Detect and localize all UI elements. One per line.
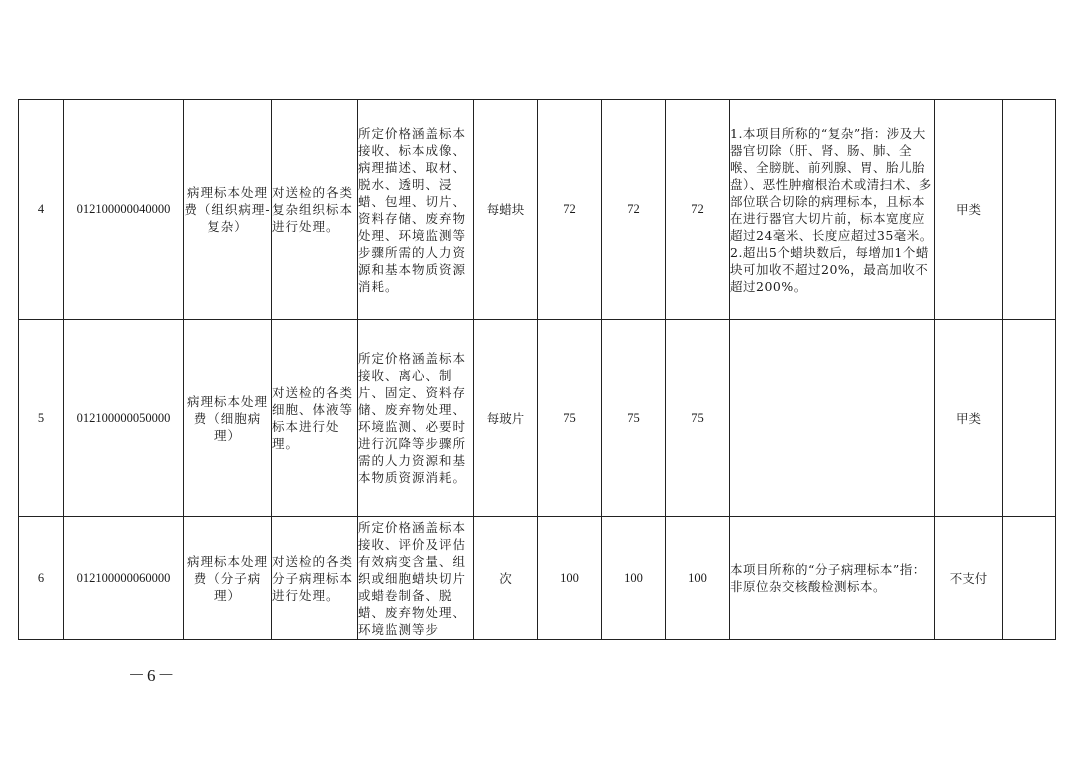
- price-level-2: 100: [602, 517, 666, 640]
- price-level-2: 75: [602, 320, 666, 517]
- price-level-3: 72: [666, 100, 730, 320]
- empty-cell: [1003, 517, 1056, 640]
- price-table: [18, 99, 1056, 640]
- insurance-category: 不支付: [935, 517, 1003, 640]
- price-level-1: 100: [538, 517, 602, 640]
- price-level-1: 72: [538, 100, 602, 320]
- table-row: [19, 320, 1056, 517]
- item-description: 对送检的各类分子病理标本进行处理。: [272, 517, 358, 640]
- item-content: 所定价格涵盖标本接收、离心、制片、固定、资料存储、废弃物处理、环境监测、必要时进行沉降等步骤所需的人力资源和基本物质资源消耗。: [358, 320, 474, 517]
- row-index: 5: [19, 320, 64, 517]
- pricing-unit: 每玻片: [474, 320, 538, 517]
- table-row: [19, 517, 1056, 640]
- page-number: －6－: [128, 666, 177, 685]
- item-name: 病理标本处理费（分子病理）: [184, 517, 272, 640]
- pricing-unit: 每蜡块: [474, 100, 538, 320]
- price-level-1: 75: [538, 320, 602, 517]
- empty-cell: [1003, 320, 1056, 517]
- item-content: 所定价格涵盖标本接收、评价及评估有效病变含量、组织或细胞蜡块切片或蜡卷制备、脱蜡、废弃物处理、环境监测等步: [358, 517, 474, 640]
- insurance-category: 甲类: [935, 320, 1003, 517]
- item-code: 012100000050000: [64, 320, 184, 517]
- price-level-3: 100: [666, 517, 730, 640]
- pricing-unit: 次: [474, 517, 538, 640]
- empty-cell: [1003, 100, 1056, 320]
- item-note: [730, 320, 935, 517]
- item-description: 对送检的各类细胞、体液等标本进行处理。: [272, 320, 358, 517]
- item-note: 本项目所称的“分子病理标本”指：非原位杂交核酸检测标本。: [730, 517, 935, 640]
- row-index: 4: [19, 100, 64, 320]
- item-note: [730, 100, 935, 320]
- item-name: 病理标本处理费（组织病理-复杂）: [184, 100, 272, 320]
- item-name: 病理标本处理费（细胞病理）: [184, 320, 272, 517]
- item-content: 所定价格涵盖标本接收、标本成像、病理描述、取材、脱水、透明、浸蜡、包埋、切片、资料存储、废弃物处理、环境监测等步骤所需的人力资源和基本物质资源消耗。: [358, 100, 474, 320]
- row-index: 6: [19, 517, 64, 640]
- table-row: [19, 100, 1056, 320]
- item-code: 012100000040000: [64, 100, 184, 320]
- insurance-category: 甲类: [935, 100, 1003, 320]
- price-level-2: 72: [602, 100, 666, 320]
- note-text: 1.本项目所称的“复杂”指：涉及大器官切除（肝、肾、肠、肺、全喉、全膀胱、前列腺、胃、胎儿胎盘）、恶性肿瘤根治术或清扫术、多部位联合切除的病理标本，且标本在进行器官大切片前，标本宽度应超过24毫米、长度应超过35毫米。 2.超出5个蜡块数后，每增加1个蜡块可加收不超过20%，最高加收不超过200%。: [730, 125, 933, 294]
- item-code: 012100000060000: [64, 517, 184, 640]
- price-level-3: 75: [666, 320, 730, 517]
- item-description: 对送检的各类复杂组织标本进行处理。: [272, 100, 358, 320]
